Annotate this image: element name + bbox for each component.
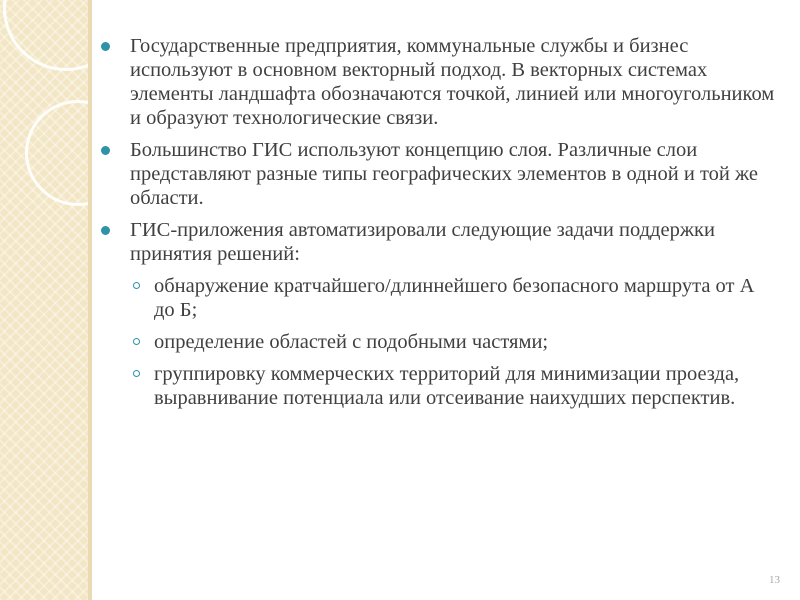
bullet-item [95, 34, 775, 130]
bullet-item [95, 218, 775, 410]
sub-bullet-text: обнаружение кратчайшего/длиннейшего безопасного маршрута от А до Б; [154, 275, 755, 321]
bullet-dot-icon [101, 146, 110, 155]
sub-bullet-item [130, 362, 775, 410]
bullet-list [95, 34, 775, 410]
sub-bullet-item [130, 274, 775, 322]
sub-bullet-text: группировку коммерческих территорий для минимизации проезда, выравнивание потенциала или отсеивание наихудших перспектив. [154, 363, 740, 409]
sub-bullet-ring-icon [133, 282, 140, 289]
side-panel-divider [88, 0, 92, 600]
sub-bullet-ring-icon [133, 370, 140, 377]
bullet-dot-icon [101, 226, 110, 235]
page-number: 13 [769, 574, 780, 586]
bullet-text: ГИС-приложения автоматизировали следующие задачи поддержки принятия решений: [130, 219, 715, 265]
sub-bullet-ring-icon [133, 338, 140, 345]
bullet-dot-icon [101, 42, 110, 51]
sub-bullet-item [130, 330, 775, 354]
sub-bullet-list [130, 274, 775, 410]
sub-bullet-text: определение областей с подобными частями; [154, 331, 549, 353]
slide-content [95, 34, 775, 418]
bullet-text: Государственные предприятия, коммунальные службы и бизнес используют в основном векторный подход. В векторных системах элементы ландшафта обозначаются точкой, линией или многоугольником и образуют технологические связи. [130, 35, 775, 129]
bullet-text: Большинство ГИС используют концепцию слоя. Различные слои представляют разные типы географических элементов в одной и той же области. [130, 139, 758, 209]
bullet-item [95, 138, 775, 210]
decorative-side-panel [0, 0, 88, 600]
